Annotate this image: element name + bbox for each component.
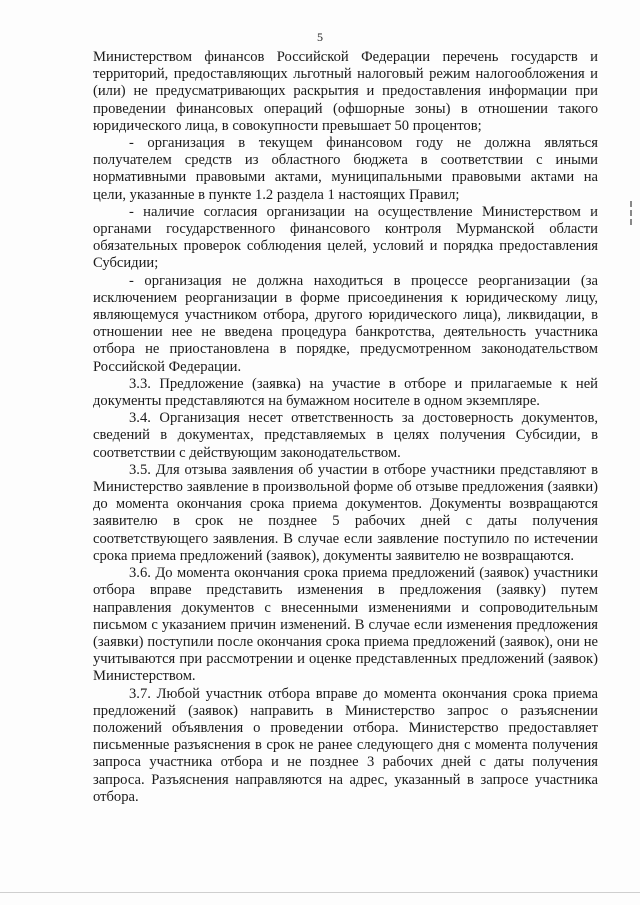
paragraph-no-reorganization: - организация не должна находиться в процессе реорганизации (за исключением реорганизации в форме присоединения к юридическому лицу, являющемуся участником отбора, другого юридического лица), ликвидации, в отношении нее не введена процедура банкротства, деятельность участника отбора не приостановлена в порядке, предусмотренном законодательством Российской Федерации. [93, 272, 598, 375]
paragraph-offshore-criteria: Министерством финансов Российской Федерации перечень государств и территорий, предоставляющих льготный налоговый режим налогообложения и (или) не предусматривающих раскрытия и предоставления информации при проведении финансовых операций (офшорные зоны) в отношении такого юридического лица, в совокупности превышает 50 процентов; [93, 49, 598, 134]
paragraph-consent-to-checks: - наличие согласия организации на осуществление Министерством и органами государственного финансового контроля Мурманской области обязательных проверок соблюдения целей, условий и порядка предоставления Субсидии; [93, 203, 598, 272]
paragraph-3-5: 3.5. Для отзыва заявления об участии в отборе участники представляют в Министерство заявление в произвольной форме об отзыве предложения (заявки) до момента окончания срока приема документов. Документы возвращаются заявителю в срок не позднее 5 рабочих дней с даты получения соответствующего заявления. В случае если заявление поступило по истечении срока приема предложений (заявок), документы заявителю не возвращаются. [93, 461, 598, 564]
paragraph-3-4: 3.4. Организация несет ответственность за достоверность документов, сведений в документах, представляемых в целях получения Субсидии, в соответствии с действующим законодательством. [93, 410, 598, 461]
page-number: 5 [317, 30, 323, 44]
paragraph-not-budget-recipient: - организация в текущем финансовом году не должна являться получателем средств из областного бюджета в соответствии с иными нормативными правовыми актами, муниципальными правовыми актами на цели, указанные в пункте 1.2 раздела 1 настоящих Правил; [93, 135, 598, 203]
scan-edge-mark [627, 198, 635, 236]
paragraph-3-6: 3.6. До момента окончания срока приема предложений (заявок) участники отбора вправе представить изменения в предложения (заявку) путем направления документов с внесенными изменениями и сопроводительным письмом с указанием причин изменений. В случае если изменения предложения (заявки) поступили после окончания срока приема предложений (заявок), они не учитываются при рассмотрении и оценке представленных предложений (заявок) Министерством. [93, 565, 598, 685]
document-body [93, 49, 598, 806]
paragraph-3-7: 3.7. Любой участник отбора вправе до момента окончания срока приема предложений (заявок) направить в Министерство запрос о разъяснении положений объявления о проведении отбора. Министерство предоставляет письменные разъяснения в срок не ранее следующего дня с момента получения запроса участника отбора и не позднее 3 рабочих дней с даты получения запроса. Разъяснения направляются на адрес, указанный в запросе участника отбора. [93, 685, 598, 805]
page-bottom-edge [0, 892, 640, 893]
paragraph-3-3: 3.3. Предложение (заявка) на участие в отборе и прилагаемые к ней документы представляются на бумажном носителе в одном экземпляре. [93, 375, 598, 410]
